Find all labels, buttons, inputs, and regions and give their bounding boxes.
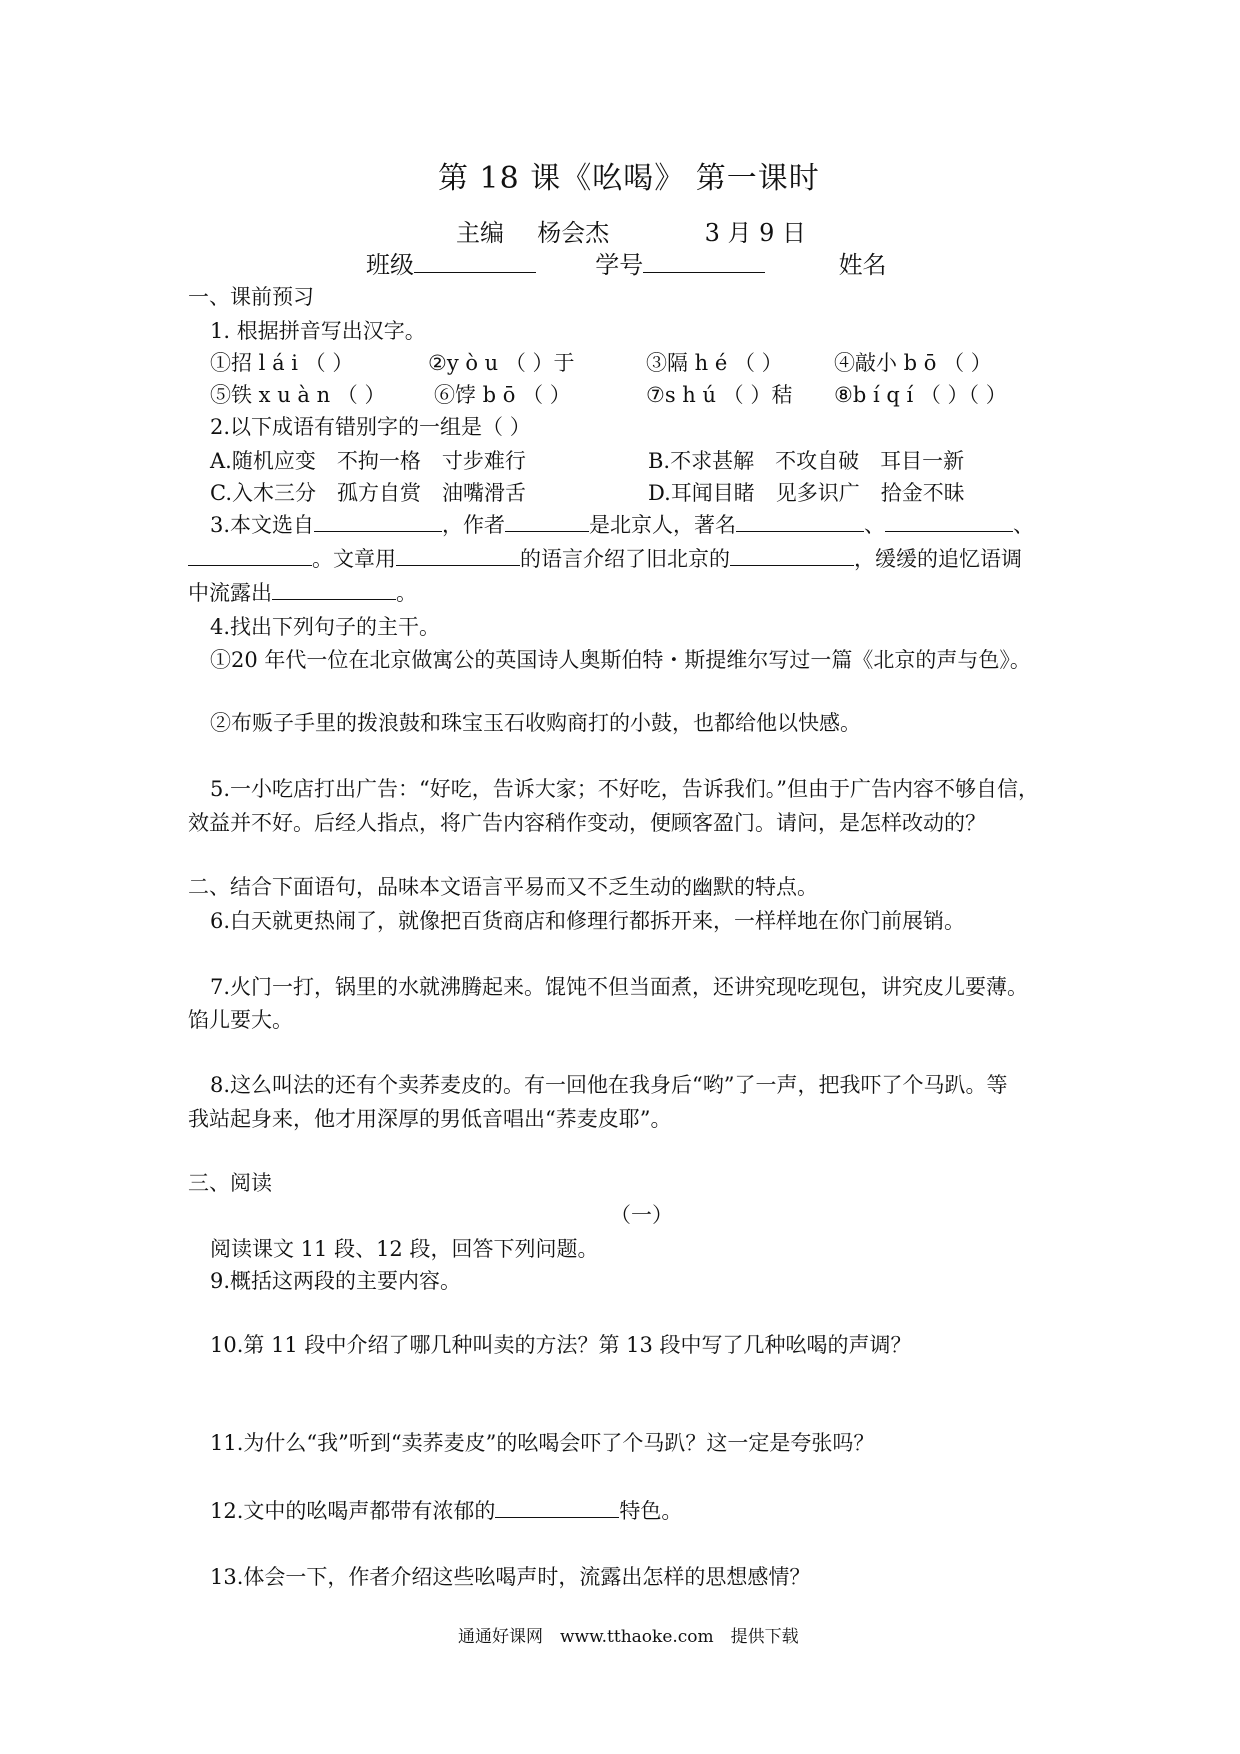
pinyin-item: ⑧b í q í （ ）（ ） — [834, 383, 1007, 407]
question-7-line2: 馅儿要大。 — [188, 1008, 293, 1032]
question-1: 1. 根据拼音写出汉字。 — [210, 319, 426, 343]
reading-part-label: （一） — [610, 1203, 673, 1227]
question-5-line1: 5.一小吃店打出广告：“好吃，告诉大家；不好吃，告诉我们。”但由于广告内容不够自信， — [210, 777, 1040, 801]
q3-text: 是北京人，著名 — [589, 513, 737, 537]
editor-line — [456, 218, 806, 248]
q12-blank[interactable] — [495, 1497, 619, 1518]
pinyin-item: ④敲小 b ō （ ） — [834, 351, 992, 375]
q3-text: ，缓缓的追忆语调 — [854, 547, 1022, 571]
number-label: 学号 — [595, 251, 644, 279]
reading-intro: 阅读课文 11 段、12 段，回答下列问题。 — [210, 1237, 599, 1261]
q3-blank-fame-3[interactable] — [188, 545, 312, 566]
question-8-line1: 8.这么叫法的还有个卖荞麦皮的。有一回他在我身后“哟”了一声，把我吓了个马趴。等 — [210, 1073, 1008, 1097]
q3-blank-language[interactable] — [396, 545, 520, 566]
footer-credit: 通通好课网 www.tthaoke.com 提供下载 — [458, 1627, 799, 1647]
name-label: 姓名 — [838, 251, 887, 279]
q3-blank-feeling[interactable] — [272, 579, 396, 600]
q3-blank-source[interactable] — [314, 511, 442, 532]
question-11: 11.为什么“我”听到“卖荞麦皮”的吆喝会吓了个马趴？这一定是夸张吗？ — [210, 1431, 875, 1455]
pinyin-item: ①招 l á i （ ） — [210, 351, 354, 375]
q3-text: 。 — [396, 581, 417, 605]
pinyin-row-2 — [210, 380, 1007, 410]
question-3-line3 — [188, 578, 417, 608]
pinyin-item: ⑥饽 b ō （ ） — [434, 383, 571, 407]
question-9: 9.概括这两段的主要内容。 — [210, 1269, 462, 1293]
q3-blank-topic[interactable] — [730, 545, 854, 566]
editor-name: 杨会杰 — [537, 219, 610, 247]
pinyin-item: ②y ò u （ ）于 — [428, 351, 575, 375]
question-10: 10.第 11 段中介绍了哪几种叫卖的方法？第 13 段中写了几种吆喝的声调？ — [210, 1333, 912, 1357]
class-blank[interactable] — [414, 252, 536, 273]
q3-text: 、 — [1013, 513, 1035, 537]
q2-option-c: C.入木三分 孤方自赏 油嘴滑舌 — [210, 481, 526, 505]
q3-text: 中流露出 — [188, 581, 272, 605]
q3-text: 3.本文选自 — [210, 513, 315, 537]
class-label: 班级 — [366, 251, 414, 279]
q4-sentence-2: ②布贩子手里的拨浪鼓和珠宝玉石收购商打的小鼓，也都给他以快感。 — [210, 711, 861, 735]
q2-option-a: A.随机应变 不拘一格 寸步难行 — [210, 449, 526, 473]
q3-blank-fame-2[interactable] — [885, 511, 1013, 532]
question-6: 6.白天就更热闹了，就像把百货商店和修理行都拆开来，一样样地在你门前展销。 — [210, 909, 966, 933]
q12-text: 特色。 — [619, 1499, 683, 1523]
q3-text: 的语言介绍了旧北京的 — [520, 547, 730, 571]
q2-option-b: B.不求甚解 不攻自破 耳目一新 — [648, 449, 965, 473]
question-5-line2: 效益并不好。后经人指点，将广告内容稍作变动，便顾客盈门。请问，是怎样改动的？ — [188, 811, 986, 835]
q2-option-d: D.耳闻目睹 见多识广 拾金不昧 — [648, 481, 965, 505]
q3-text: 、 — [864, 513, 886, 537]
pinyin-item: ⑤铁 x u à n （ ） — [210, 383, 386, 407]
section3-heading: 三、阅读 — [188, 1171, 272, 1195]
q3-blank-author[interactable] — [505, 511, 589, 532]
q3-text: ，作者 — [442, 513, 506, 537]
q3-blank-fame-1[interactable] — [736, 511, 864, 532]
question-12 — [210, 1496, 682, 1526]
number-blank[interactable] — [643, 252, 765, 273]
question-3-line1 — [210, 510, 1034, 540]
question-8-line2: 我站起身来，他才用深厚的男低音唱出“荞麦皮耶”。 — [188, 1107, 672, 1131]
editor-label: 主编 — [456, 219, 504, 247]
question-2: 2.以下成语有错别字的一组是（ ） — [210, 415, 531, 439]
question-4: 4.找出下列句子的主干。 — [210, 615, 441, 639]
section1-heading: 一、课前预习 — [188, 285, 314, 309]
question-7-line1: 7.火门一打，锅里的水就沸腾起来。馄饨不但当面煮，还讲究现吃现包，讲究皮儿要薄。 — [210, 975, 1029, 999]
q12-text: 12.文中的吆喝声都带有浓郁的 — [210, 1499, 496, 1523]
page-title: 第 18 课《吆喝》 第一课时 — [438, 161, 820, 196]
student-info-line — [366, 250, 887, 280]
pinyin-row-1 — [210, 348, 992, 378]
question-3-line2 — [188, 544, 1022, 574]
date: 3 月 9 日 — [704, 219, 806, 247]
section2-heading: 二、结合下面语句，品味本文语言平易而又不乏生动的幽默的特点。 — [188, 875, 818, 899]
question-13: 13.体会一下，作者介绍这些吆喝声时，流露出怎样的思想感情？ — [210, 1565, 811, 1589]
q3-text: 。文章用 — [312, 547, 396, 571]
q4-sentence-1: ①20 年代一位在北京做寓公的英国诗人奥斯伯特・斯提维尔写过一篇《北京的声与色》。 — [210, 648, 1031, 672]
pinyin-item: ③隔 h é （ ） — [646, 351, 783, 375]
pinyin-item: ⑦s h ú （ ）秸 — [646, 383, 793, 407]
